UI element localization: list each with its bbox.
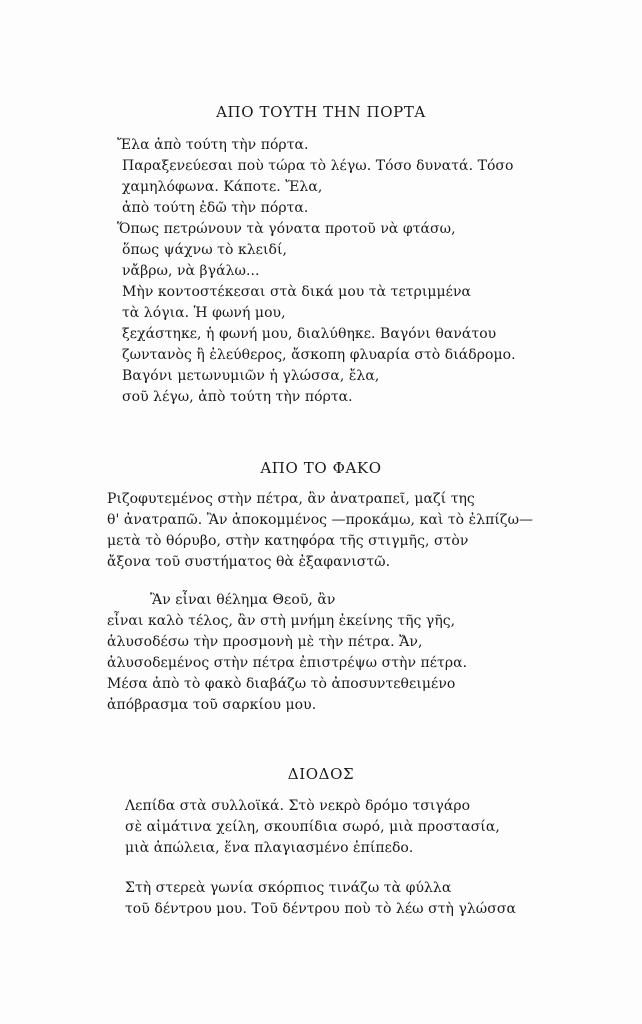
poem-line: ἄξονα τοῦ συστήματος θὰ ἐξαφανιστῶ. — [107, 554, 391, 570]
poem-line: Ριζοφυτεμένος στὴν πέτρα, ἂν ἀνατραπεῖ, μαζί της — [107, 491, 475, 507]
poem-line: ἁλυσοδέσω τὴν προσμονὴ μὲ τὴν πέτρα. Ἄν, — [107, 634, 423, 650]
poem-line: ζωντανὸς ἢ ἐλεύθερος, ἄσκοπη φλυαρία στὸ διάδρομο. — [122, 347, 516, 363]
poem-line: σὲ αἱμάτινα χείλη, σκουπίδια σωρό, μιὰ προστασία, — [125, 819, 500, 835]
poem-line: μιὰ ἀπώλεια, ἕνα πλαγιασμένο ἐπίπεδο. — [125, 840, 414, 856]
poem-line: Βαγόνι μετωνυμιῶν ἡ γλώσσα, ἔλα, — [122, 368, 380, 384]
poem-line: ἁλυσοδεμένος στὴν πέτρα ἐπιστρέψω στὴν πέτρα. — [107, 655, 468, 671]
poem-title: ΑΠΟ ΤΟ ΦΑΚΟ — [260, 459, 382, 477]
poem-line: Λεπίδα στὰ συλλοϊκά. Στὸ νεκρὸ δρόμο τσιγάρο — [125, 798, 471, 814]
poem-line: θ' ἀνατραπῶ. Ἂν ἀποκομμένος —προκάμω, καὶ τὸ ἐλπίζω— — [107, 512, 534, 528]
poem-line: ὅπως ψάχνω τὸ κλειδί, — [122, 242, 288, 258]
poem-line: τὰ λόγια. Ἡ φωνή μου, — [122, 305, 286, 321]
poem-line: Ἔλα ἀπὸ τούτη τὴν πόρτα. — [117, 137, 309, 153]
poem-line: νἄβρω, νὰ βγάλω... — [122, 263, 260, 279]
poem-line: Παραξενεύεσαι ποὺ τώρα τὸ λέγω. Τόσο δυνατά. Τόσο — [122, 158, 514, 174]
poem-line: τοῦ δέντρου μου. Τοῦ δέντρου ποὺ τὸ λέω στὴ γλώσσα — [125, 901, 516, 917]
poem-title: ΑΠΟ ΤΟΥΤΗ ΤΗΝ ΠΟΡΤΑ — [216, 103, 426, 121]
poem-line: ξεχάστηκε, ἡ φωνή μου, διαλύθηκε. Βαγόνι θανάτου — [122, 326, 497, 342]
poem-line: Μέσα ἀπὸ τὸ φακὸ διαβάζω τὸ ἀποσυντεθειμένο — [107, 676, 456, 692]
poem-line: εἶναι καλὸ τέλος, ἂν στὴ μνήμη ἐκείνης τῆς γῆς, — [107, 613, 456, 629]
poem-line: Ἂν εἶναι θέλημα Θεοῦ, ἂν — [150, 592, 336, 608]
poem-line: ἀπόβρασμα τοῦ σαρκίου μου. — [107, 697, 317, 713]
poem-line: Ὅπως πετρώνουν τὰ γόνατα προτοῦ νὰ φτάσω, — [117, 221, 456, 237]
poem-line: ἀπὸ τούτη ἐδῶ τὴν πόρτα. — [122, 200, 309, 216]
poem-line: Στὴ στερεὰ γωνία σκόρπιος τινάζω τὰ φύλλα — [125, 880, 452, 896]
poem-line: μετὰ τὸ θόρυβο, στὴν κατηφόρα τῆς στιγμῆς, στὸν — [107, 533, 469, 549]
poem-line: σοῦ λέγω, ἀπὸ τούτη τὴν πόρτα. — [122, 389, 353, 405]
poem-line: Μὴν κοντοστέκεσαι στὰ δικά μου τὰ τετριμμένα — [122, 284, 472, 300]
poem-title: ΔΙΟΔΟΣ — [287, 765, 355, 783]
poem-line: χαμηλόφωνα. Κάποτε. Ἔλα, — [122, 179, 323, 195]
